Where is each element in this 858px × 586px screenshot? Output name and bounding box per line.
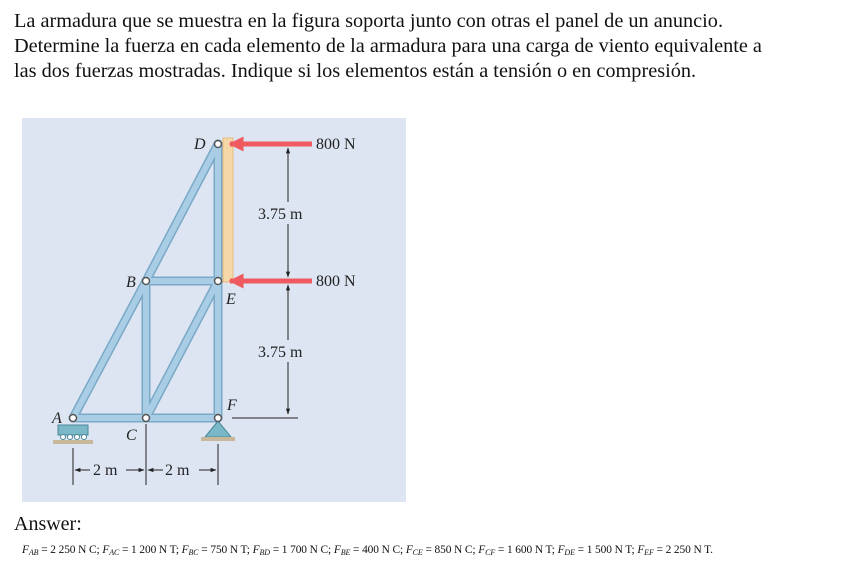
dim-right-label: 2 m <box>165 462 190 479</box>
roller-support-a <box>53 425 93 444</box>
dim-upper-label: 3.75 m <box>258 206 303 223</box>
force-item: $F_{CE} = 850$ N C; <box>405 544 476 557</box>
member-ab <box>73 281 146 418</box>
label-b: B <box>126 274 136 291</box>
sign-panel <box>223 138 233 282</box>
dim-left-label: 2 m <box>93 462 118 479</box>
label-c: C <box>126 427 137 444</box>
joint-a <box>70 415 77 422</box>
label-f: F <box>227 397 237 414</box>
member-bd <box>146 144 218 281</box>
load-label-middle: 800 N <box>316 273 356 290</box>
label-d: D <box>194 136 206 153</box>
force-item: $F_{BE} = 400$ N C; <box>333 544 404 557</box>
load-label-top: 800 N <box>316 136 356 153</box>
label-e: E <box>226 291 236 308</box>
label-a: A <box>52 410 62 427</box>
problem-line: La armadura que se muestra en la figura soporta junto con otras el panel de un anuncio. <box>14 10 724 32</box>
joint-b <box>143 278 150 285</box>
answer-label: Answer: <box>14 513 82 535</box>
force-item: $F_{AB} = 2$ 250 N C; <box>22 544 100 557</box>
force-item: $F_{EF} = 2$ 250 N T. <box>637 544 713 557</box>
joint-e <box>215 278 222 285</box>
force-item: $F_{DE} = 1$ 500 N T; <box>557 544 635 557</box>
truss-diagram <box>22 118 406 502</box>
problem-line: las dos fuerzas mostradas. Indique si los elementos están a tensión o en compresión. <box>14 60 697 82</box>
joint-d <box>215 141 222 148</box>
member-ce <box>146 281 218 418</box>
dim-lower-label: 3.75 m <box>258 344 303 361</box>
truss-figure <box>22 118 406 502</box>
joint-c <box>143 415 150 422</box>
force-item: $F_{BD} = 1$ 700 N C; <box>252 544 332 557</box>
problem-statement <box>14 9 844 84</box>
force-item: $F_{CF} = 1$ 600 N T; <box>478 544 555 557</box>
force-item: $F_{AC} = 1$ 200 N T; <box>102 544 179 557</box>
answer-forces <box>22 544 713 557</box>
problem-line: Determine la fuerza en cada elemento de la armadura para una carga de viento equivalente a <box>14 35 762 57</box>
force-item: $F_{BC} = 750$ N T; <box>181 544 250 557</box>
pin-support-f <box>201 421 235 441</box>
joint-f <box>215 415 222 422</box>
